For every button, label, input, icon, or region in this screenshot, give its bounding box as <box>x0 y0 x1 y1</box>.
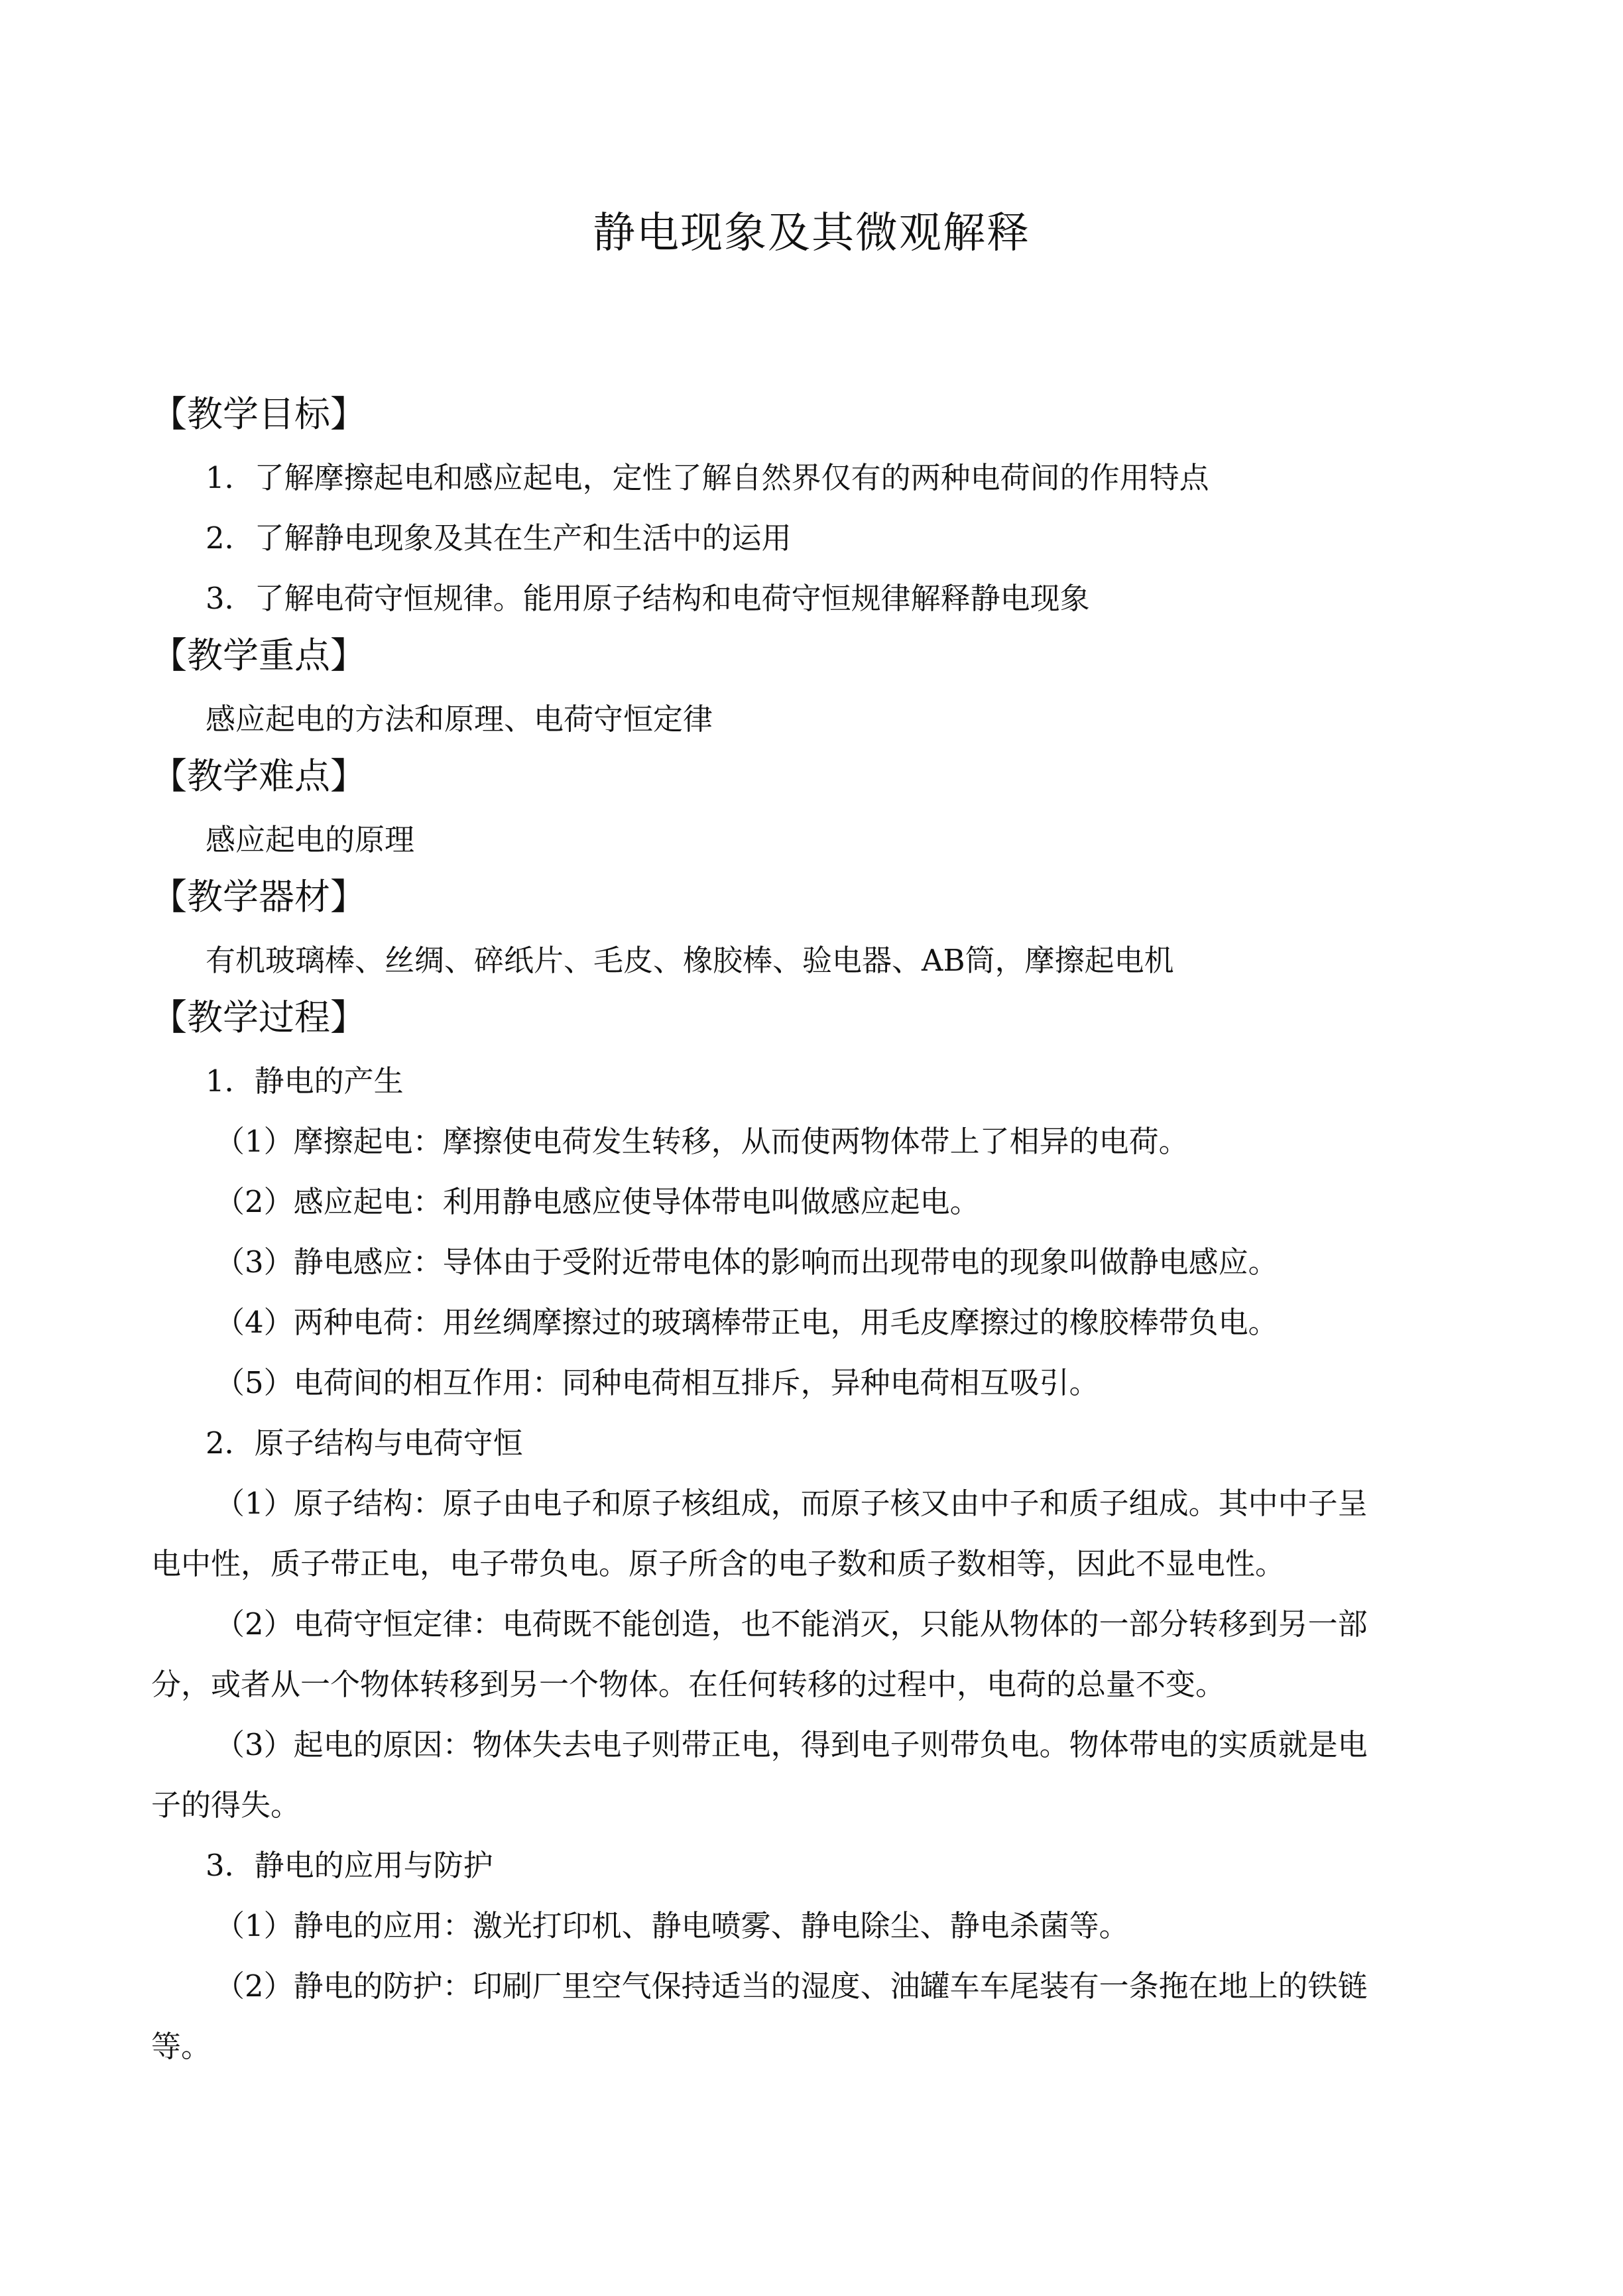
process-part2-p1-line2: 电中性，质子带正电，电子带负电。原子所含的电子数和质子数相等，因此不显电性。 <box>151 1546 1286 1581</box>
process-part3-p2-line1: （2）静电的防护：印刷厂里空气保持适当的湿度、油罐车车尾装有一条拖在地上的铁链 <box>215 1968 1368 2004</box>
heading-objectives: 【教学目标】 <box>151 393 366 435</box>
process-part2-title: 2．原子结构与电荷守恒 <box>206 1425 523 1461</box>
process-part1-item-3: （3）静电感应：导体由于受附近带电体的影响而出现带电的现象叫做静电感应。 <box>215 1244 1278 1280</box>
key-points-text: 感应起电的方法和原理、电荷守恒定律 <box>206 701 713 737</box>
process-part1-item-5: （5）电荷间的相互作用：同种电荷相互排斥，异种电荷相互吸引。 <box>215 1365 1099 1400</box>
process-part3-p2-line2: 等。 <box>151 2029 211 2064</box>
process-part2-p3-line2: 子的得失。 <box>151 1787 301 1823</box>
objective-item-1: 1．了解摩擦起电和感应起电，定性了解自然界仅有的两种电荷间的作用特点 <box>206 460 1209 495</box>
equipment-text: 有机玻璃棒、丝绸、碎纸片、毛皮、橡胶棒、验电器、AB筒，摩擦起电机 <box>206 943 1174 978</box>
heading-process: 【教学过程】 <box>151 997 366 1038</box>
process-part3-p1: （1）静电的应用：激光打印机、静电喷雾、静电除尘、静电杀菌等。 <box>215 1908 1129 1943</box>
process-part2-p2-line2: 分，或者从一个物体转移到另一个物体。在任何转移的过程中，电荷的总量不变。 <box>151 1667 1226 1702</box>
document-title: 静电现象及其微观解释 <box>593 209 1030 258</box>
process-part1-item-4: （4）两种电荷：用丝绸摩擦过的玻璃棒带正电，用毛皮摩擦过的橡胶棒带负电。 <box>215 1305 1278 1340</box>
process-part2-p1-line1: （1）原子结构：原子由电子和原子核组成，而原子核又由中子和质子组成。其中中子呈 <box>215 1486 1368 1521</box>
process-part1-item-1: （1）摩擦起电：摩擦使电荷发生转移，从而使两物体带上了相异的电荷。 <box>215 1124 1189 1159</box>
process-part1-title: 1．静电的产生 <box>206 1063 404 1099</box>
heading-key-points: 【教学重点】 <box>151 634 366 676</box>
objective-item-3: 3．了解电荷守恒规律。能用原子结构和电荷守恒规律解释静电现象 <box>206 581 1090 616</box>
process-part3-title: 3．静电的应用与防护 <box>206 1848 493 1883</box>
process-part1-item-2: （2）感应起电：利用静电感应使导体带电叫做感应起电。 <box>215 1184 980 1219</box>
process-part2-p3-line1: （3）起电的原因：物体失去电子则带正电，得到电子则带负电。物体带电的实质就是电 <box>215 1727 1368 1762</box>
heading-difficulties: 【教学难点】 <box>151 755 366 797</box>
process-part2-p2-line1: （2）电荷守恒定律：电荷既不能创造，也不能消灭，只能从物体的一部分转移到另一部 <box>215 1606 1368 1642</box>
difficulties-text: 感应起电的原理 <box>206 822 415 857</box>
objective-item-2: 2．了解静电现象及其在生产和生活中的运用 <box>206 520 792 556</box>
heading-equipment: 【教学器材】 <box>151 876 366 918</box>
